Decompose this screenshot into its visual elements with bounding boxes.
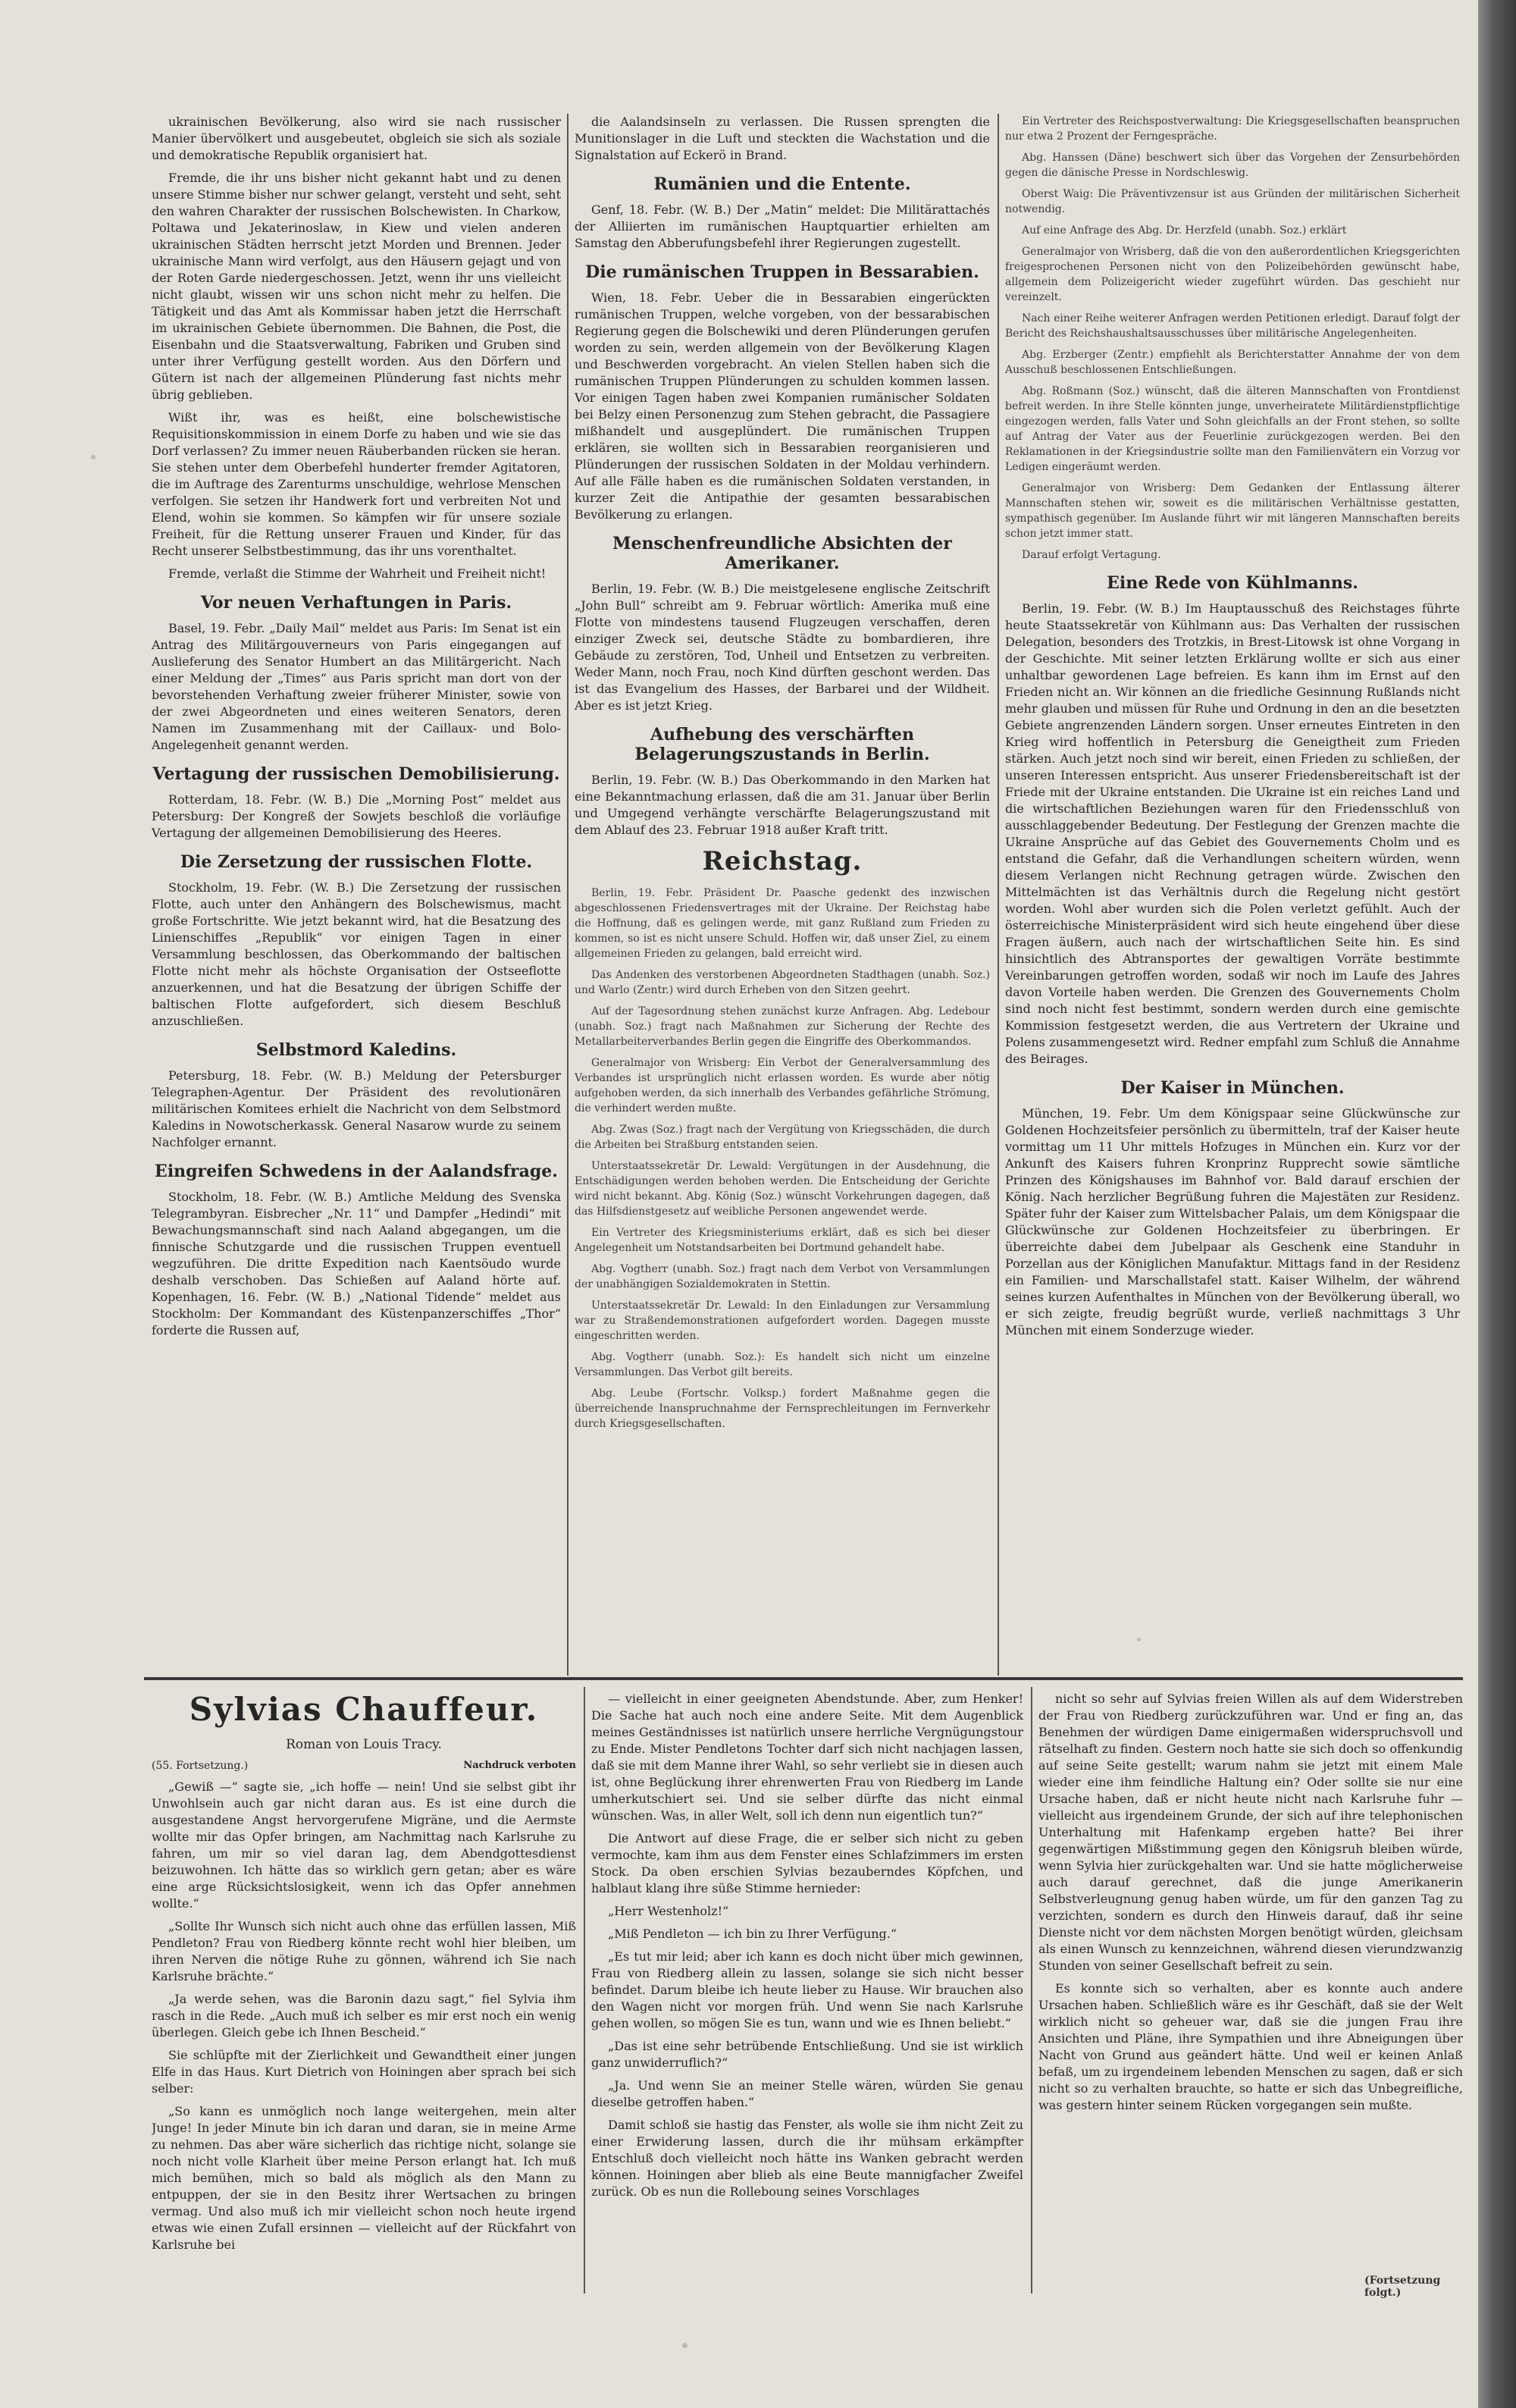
feuilleton-continuation-note	[152, 1757, 576, 1774]
headline-aaland: Eingreifen Schwedens in der Aalandsfrage.	[155, 1162, 558, 1181]
reichstag-cont-p3: Oberst Waig: Die Präventivzensur ist aus Gründen der militärischen Sicherheit notwendig.	[1005, 188, 1460, 215]
feuilleton-p14: nicht so sehr auf Sylvias freien Willen als auf dem Widerstreben der Frau von Riedberg zurückzuführen war. Und er fing an, das Benehmen der würdigen Dame einigermaßen widerspruchsvoll und rätselhaft zu finden. Gestern noch hatte sie sich doch so offenkundig auf seine Seite gestellt; warum nahm sie jetzt mit einem Male wieder eine ihm feindliche Haltung ein? Oder sollte sie nur eine Ursache haben, daß er nicht heute nicht nach Karlsruhe fuhr — vielleicht aus irgendeinem Grunde, der sich auf ihre telephonischen Unterhaltung mit Hafenkamp ergeben hatte? Bei ihrer gegenwärtigen Mißstimmung gegen den Königsruh bleiben würde, wenn Sylvia hier zurückgehalten war. Und sie hatte möglicherweise auch darauf gerechnet, daß die junge Amerikanerin Selbstverleugnung genug haben würde, um für den ganzen Tag zu verzichten, sondern es durch den Hinweis darauf, daß ihr seine Dienste nicht vor dem nächsten Morgen benötigt würden, gleichsam als einen Wunsch zu kennzeichnen, während diesen vierundzwanzig Stunden von seiner Gesellschaft befreit zu sein.	[1038, 1692, 1463, 1973]
article-aaland: Stockholm, 18. Febr. (W. B.) Amtliche Meldung des Svenska Telegrambyran. Eisbrecher „Nr. 11“ und Dampfer „Hedindi“ mit Bewachungsmannschaft sind nach Aaland abgegangen, um die finnische Schutzgarde und die russischen Truppen eventuell wegzuführen. Die dritte Expedition nach Kaentsöudo wurde deshalb verschoben. Das Schießen auf Aaland hörte auf. Kopenhagen, 16. Febr. (W. B.) „National Tidende“ meldet aus Stockholm: Der Kommandant des Küstenpanzerschiffes „Thor“ forderte die Russen auf,	[152, 1190, 561, 1337]
article-entente: Genf, 18. Febr. (W. B.) Der „Matin“ meldet: Die Militärattachés der Alliierten im rumänischen Hauptquartier erhielten am Samstag den Abberufungsbefehl ihrer Regierungen zugestellt.	[575, 202, 990, 250]
feuilleton-p4: Sie schlüpfte mit der Zierlichkeit und Gewandtheit einer jungen Elfe in das Haus. Kurt Dietrich von Hoiningen aber sprach bei sich selber:	[152, 2048, 576, 2096]
reichstag-p4: Generalmajor von Wrisberg: Ein Verbot der Generalversammlung des Verbandes ist ursprünglich nicht erlassen worden. Es wurde aber nötig aufgehoben werden, da sich innerhalb des Verbandes gefährliche Strömung, die verhindert werden mußte.	[575, 1057, 990, 1115]
ukraine-appeal-p3: Wißt ihr, was es heißt, eine bolschewistische Requisitionskommission in einem Dorfe zu haben und wie sie das Dorf verlassen? Zu immer neuen Räuberbanden rücken sie heran. Sie stehen unter dem Oberbefehl hunderter fremder Agitatoren, die im Auftrage des Zarenturms unschuldige, wehrlose Menschen verfolgen. Sie setzen ihr Handwerk fort und verbreiten Not und Elend, wohin sie kommen. So kämpfen wir für unsere soziale Freiheit, für die Rettung unserer Frauen und Kinder, für das Recht unserer Selbstbestimmung, das ihr uns vorenthaltet.	[152, 410, 561, 558]
ukraine-appeal-p1: ukrainischen Bevölkerung, also wird sie nach russischer Manier übervölkert und ausgebeutet, obgleich sie sich als soziale und demokratische Republik organisiert hat.	[152, 114, 561, 162]
reichstag-p6: Unterstaatssekretär Dr. Lewald: Vergütungen in der Ausdehnung, die Entschädigungen werden behoben werden. Die Entscheidung der Gerichte wird nicht bekannt. Abg. König (Soz.) wünscht Vorkehrungen dagegen, daß das Hilfsdienstgesetz auf weibliche Personen angewendet werde.	[575, 1160, 990, 1218]
paper-speck	[1137, 1638, 1141, 1641]
reichstag-cont-p8: Abg. Roßmann (Soz.) wünscht, daß die älteren Mannschaften von Frontdienst befreit werden. In ihre Stelle könnten junge, unverheiratete Militärdienstpflichtige eingezogen werden, falls Vater und Sohn gleichfalls an der Front stehen, so sollte auf Antrag der Vater aus der Feuerlinie zurückgezogen werden. Bei den Reklamationen in der Kriegsindustrie sollte man den Familienvätern ein Vorzug vor Ledigen eingeräumt werden.	[1005, 385, 1460, 473]
feuilleton-divider-2	[1031, 1687, 1032, 2294]
column-1	[152, 114, 561, 1660]
feuilleton-byline: Roman von Louis Tracy.	[286, 1737, 442, 1752]
headline-berlin: Aufhebung des verschärften Belagerungszustands in Berlin.	[634, 725, 930, 764]
feuilleton-divider-1	[584, 1687, 585, 2294]
paper-speck	[91, 455, 96, 459]
reichstag-p5: Abg. Zwas (Soz.) fragt nach der Vergütung von Kriegsschäden, die durch die Arbeiten bei Straßburg entstanden seien.	[575, 1124, 990, 1151]
headline-kuehlmann: Eine Rede von Kühlmanns.	[1107, 573, 1358, 593]
reichstag-p1: Berlin, 19. Febr. Präsident Dr. Paasche gedenkt des inzwischen abgeschlossenen Friedensvertrages mit der Ukraine. Der Reichstag habe die Hoffnung, daß es gelingen werde, mit ganz Rußland zum Frieden zu kommen, so ist es nicht unsere Schuld. Hoffen wir, daß unser Ziel, zu einem allgemeinen Frieden zu gelangen, bald erreicht wird.	[575, 887, 990, 960]
feuilleton-p8: „Herr Westenholz!“	[608, 1904, 729, 1918]
article-demob: Rotterdam, 18. Febr. (W. B.) Die „Morning Post“ meldet aus Petersburg: Der Kongreß der Sowjets beschloß die vorläufige Vertagung der allgemeinen Demobilisierung des Heeres.	[152, 792, 561, 840]
continuation-label: (55. Fortsetzung.)	[152, 1760, 249, 1772]
feuilleton-p6: — vielleicht in einer geeigneten Abendstunde. Aber, zum Henker! Die Sache hat auch noch eine andere Seite. Mit dem Augenblick meines Geständnisses ist natürlich unsere herrliche Vergnügungstour zu Ende. Mister Pendletons Tochter darf sich nicht nachjagen lassen, daß sie mit dem Manne ihrer Wahl, so sehr verliebt sie in diesen auch ist, ohne Beglückung ihrer ehrenwerten Frau von Riedberg im Lande umherkutschiert sei. Und sie selber dürfte das nicht einmal wünschen. Was, in aller Welt, soll ich denn nun eigentlich tun?“	[591, 1692, 1023, 1823]
article-bessarabien: Wien, 18. Febr. Ueber die in Bessarabien eingerückten rumänischen Truppen, welche vorgeben, von der bessarabischen Regierung gegen die Bolschewiki und deren Plünderungen gerufen worden zu sein, werden allgemein von der Bevölkerung Klagen und Beschwerden vorgebracht. An vielen Stellen haben sich die rumänischen Truppen Plünderungen zu schulden kommen lassen. Vor einigen Tagen haben zwei Kompanien rumänischer Soldaten bei Belzy einen Personenzug zum Stehen gebracht, die Passagiere mißhandelt und ausgeplündert. Die rumänischen Truppen erklären, sie wollten sich in Bessarabien reorganisieren und Plünderungen der russischen Soldaten in der Moldau verhindern. Auf alle Fälle haben es die rumänischen Soldaten verstanden, in kurzer Zeit die Antipathie der gesamten bessarabischen Bevölkerung zu erlangen.	[575, 290, 990, 522]
headline-bessarabien: Die rumänischen Truppen in Bessarabien.	[585, 262, 979, 282]
article-kuehlmann: Berlin, 19. Febr. (W. B.) Im Hauptausschuß des Reichstages führte heute Staatssekretär von Kühlmann aus: Das Verhalten der russischen Delegation, besonders des Trotzkis, in Brest-Litowsk ist ohne Vorgang in der Geschichte. Mit seiner letzten Erklärung wollte er sich aus einer unhaltbar gewordenen Lage befreien. Es kann ihm im Ernst auf den Frieden nicht an. Wir können an die friedliche Gesinnung Rußlands nicht mehr glauben und müssen für Ruhe und Ordnung in den an die besetzten Gebiete angrenzenden Ländern sorgen. Unser erneutes Eintreten in den Krieg wird hoffentlich in Petersburg die Geneigtheit zum Frieden stärken. Auch jetzt noch sind wir bereit, einen Frieden zu schließen, der unseren Interessen entspricht. Aus unserer Friedensbereitschaft ist der Friede mit der Ukraine entstanden. Die Ukraine ist ein reiches Land und die wirtschaftlichen Beziehungen waren für den Friedensschluß von ausschlaggebender Bedeutung. Der Festlegung der Grenzen machte die Ukraine Ansprüche auf das Gebiet des Gouvernements Cholm und es entstand die Gefahr, daß die Verhandlungen scheitern würden, wenn diesem Verlangen nicht Rechnung getragen würde. Zwischen den Mittelmächten ist das Verhältnis durch die Regelung nicht gestört worden. Wohl aber wurden sich die Polen verletzt gefühlt. Auch der österreichische Ministerpräsident wird sich heute eingehend über diese Fragen äußern, auch nach der wirtschaftlichen Seite hin. Es sind hinsichtlich des Abtransportes der gewaltigen Vorräte bestimmte Vereinbarungen getroffen worden, sodaß wir noch im Laufe des Jahres davon Vorteile haben werden. Die Grenzen des Gouvernements Cholm sind noch nicht fest bestimmt, sondern werden durch eine gemischte Kommission festgesetzt werden, die aus Vertretern der Ukraine und Polens zusammengesetzt wird. Redner empfahl zum Schluß die Annahme des Beirages.	[1005, 601, 1460, 1066]
headline-entente: Rumänien und die Entente.	[653, 174, 911, 194]
feuilleton-p12: „Ja. Und wenn Sie an meiner Stelle wären, würden Sie genau dieselbe getroffen haben.“	[591, 2078, 1023, 2109]
reichstag-p2: Das Andenken des verstorbenen Abgeordneten Stadthagen (unabh. Soz.) und Warlo (Zentr.) wird durch Erheben von den Sitzen geehrt.	[575, 969, 990, 996]
feuilleton-p1: „Gewiß —“ sagte sie, „ich hoffe — nein! Und sie selbst gibt ihr Unwohlsein auch gar nicht daran aus. Es ist eine durch die ausgestandene Angst hervorgerufene Migräne, und die Aermste wollte mir das Opfer bringen, am Nachmittag nach Karlsruhe zu fahren, um mir so viel daran lag, dem Abendgottesdienst beizuwohnen. Ich hätte das so wirklich gern getan; aber es wäre eine arge Rücksichtslosigkeit, wenn ich das Opfer annehmen wollte.“	[152, 1779, 576, 1911]
feuilleton-p2: „Sollte Ihr Wunsch sich nicht auch ohne das erfüllen lassen, Miß Pendleton? Frau von Riedberg könnte recht wohl hier bleiben, um ihren Nerven die nötige Ruhe zu gönnen, während ich Sie nach Karlsruhe brächte.“	[152, 1919, 576, 1983]
article-flotte: Stockholm, 19. Febr. (W. B.) Die Zersetzung der russischen Flotte, auch unter den Anhängern des Bolschewismus, macht große Fortschritte. Wie jetzt bekannt wird, hat die Besatzung des Linienschiffes „Republik“ vor einigen Tagen in einer Versammlung beschlossen, das Oberkommando der baltischen Flotte nicht mehr als höchste Organisation der Ostseeflotte anzuerkennen, und hat die Besatzung der übrigen Schiffe der baltischen Flotte aufgefordert, sich diesem Beschluß anzuschließen.	[152, 880, 561, 1028]
feuilleton-p13: Damit schloß sie hastig das Fenster, als wolle sie ihm nicht Zeit zu einer Erwiderung lassen, durch die ihr mühsam erkämpfter Entschluß doch vielleicht noch hätte ins Wanken gebracht werden können. Hoiningen aber blieb als eine Beute mannigfacher Zweifel zurück. Ob es nun die Rolleboung seines Vorschlages	[591, 2118, 1023, 2199]
ukraine-appeal-p4: Fremde, verlaßt die Stimme der Wahrheit und Freiheit nicht!	[168, 566, 547, 581]
headline-kaledin: Selbstmord Kaledins.	[255, 1040, 457, 1060]
page-edge-shadow	[1478, 0, 1516, 2408]
headline-paris: Vor neuen Verhaftungen in Paris.	[200, 593, 512, 613]
column-divider-2	[998, 114, 999, 1676]
headline-kaiser: Der Kaiser in München.	[1120, 1078, 1345, 1098]
reichstag-cont-p7: Abg. Erzberger (Zentr.) empfiehlt als Berichterstatter Annahme der von dem Ausschuß beschlossenen Entschließungen.	[1005, 349, 1460, 376]
feuilleton-column-2	[591, 1691, 1023, 2282]
ukraine-appeal-p2: Fremde, die ihr uns bisher nicht gekannt habt und zu denen unsere Stimme bisher nur schwer gelangt, versteht und seht, seht den wahren Charakter der russischen Bolschewisten. In Charkow, Poltawa und Jekaterinoslaw, in Kiew und vielen anderen ukrainischen Städten herrscht jetzt Morden und Brennen. Jeder ukrainische Mann wird verfolgt, aus den Häusern gejagt und von der Roten Garde niedergeschossen. Jetzt, wenn ihr uns vielleicht nicht glaubt, wissen wir uns schon nicht mehr zu helfen. Die Tätigkeit und das Amt als Kommissar haben jetzt die Herrschaft im ukrainischen Gebiete übernommen. Die Bahnen, die Post, die Eisenbahn und die Staatsverwaltung, Fabriken und Gruben sind unter ihrer Verfügung gestellt worden. Aus den Dörfern und Gütern ist nach der allgemeinen Plünderung fast nichts mehr übrig geblieben.	[152, 171, 561, 402]
reichstag-p7: Ein Vertreter des Kriegsministeriums erklärt, daß es sich bei dieser Angelegenheit um Notstandsarbeiten bei Dortmund gehandelt habe.	[575, 1227, 990, 1254]
headline-demob: Vertagung der russischen Demobilisierung.	[152, 764, 560, 784]
reichstag-cont-p1: Ein Vertreter des Reichspostverwaltung: Die Kriegsgesellschaften beanspruchen nur etwa 2 Prozent der Ferngespräche.	[1005, 115, 1460, 143]
continued-note: (Fortsetzung folgt.)	[1364, 2275, 1441, 2299]
paper-speck	[682, 2343, 688, 2348]
reichstag-p10: Abg. Vogtherr (unabh. Soz.): Es handelt sich nicht um einzelne Versammlungen. Das Verbot gilt bereits.	[575, 1351, 990, 1378]
feuilleton-p15: Es konnte sich so verhalten, aber es konnte auch andere Ursachen haben. Schließlich wäre es ihr Geschäft, daß sie der Welt wirklich nicht so geheuer war, daß sie die jungen Frau ihre Ansichten und Pläne, ihre Sympathien und ihre Abneigungen über Nacht von Grund aus geändert hätte. Und weil er keinen Anlaß befaß, um zu irgendeinem lebenden Menschen zu sagen, daß er sich nicht so zu verhalten brauchte, so hatte er sich das Unbegreifliche, was gestern hinter seinem Rücken vorgegangen sein mußte.	[1038, 1981, 1463, 2112]
reichstag-p9: Unterstaatssekretär Dr. Lewald: In den Einladungen zur Versammlung war zu Straßendemonstrationen aufgefordert worden. Dagegen musste eingeschritten werden.	[575, 1300, 990, 1342]
reichstag-p11: Abg. Leube (Fortschr. Volksp.) fordert Maßnahme gegen die überreichende Inanspruchnahme der Fernsprechleitungen im Fernverkehr durch Kriegsgesellschaften.	[575, 1387, 990, 1430]
reichstag-p8: Abg. Vogtherr (unabh. Soz.) fragt nach dem Verbot von Versammlungen der unabhängigen Sozialdemokraten in Stettin.	[575, 1263, 990, 1290]
reichstag-cont-p5: Generalmajor von Wrisberg, daß die von den außerordentlichen Kriegsgerichten freigesprochenen Personen nicht von den Polizeibehörden gewünscht habe, allgemein dem Polizeigericht wieder zugeführt würden. Das geschieht nur vereinzelt.	[1005, 246, 1460, 303]
column-divider-1	[567, 114, 568, 1676]
article-kaiser: München, 19. Febr. Um dem Königspaar seine Glückwünsche zur Goldenen Hochzeitsfeier persönlich zu übermitteln, traf der Kaiser heute vormittag um 11 Uhr mittels Hofzuges in München ein. Kurz vor der Ankunft des Kaisers fuhren Kronprinz Rupprecht sowie sämtliche Prinzen des Königshauses im Bahnhof vor. Bald darauf erschien der König. Nach herzlicher Begrüßung fuhren die Majestäten zur Residenz. Später fuhr der Kaiser zum Wittelsbacher Palais, um dem Königspaar die Glückwünsche zur Goldenen Hochzeitsfeier zu überbringen. Er überreichte dabei dem Jubelpaar als Geschenk eine Standuhr in Porzellan aus der Königlichen Manufaktur. Mittags fand in der Residenz ein Familien- und Marschallstafel statt. Kaiser Wilhelm, der während seines kurzen Aufenthaltes in München von der Bevölkerung überall, wo er sich zeigte, freudig begrüßt wurde, verließ nachmittags 3 Uhr München mit einem Sonderzuge wieder.	[1005, 1106, 1460, 1337]
feuilleton-p7: Die Antwort auf diese Frage, die er selber sich nicht zu geben vermochte, kam ihm aus dem Fenster eines Schlafzimmers im ersten Stock. Da oben erschien Sylvias bezauberndes Köpfchen, und halblaut klang ihre süße Stimme hernieder:	[591, 1831, 1023, 1895]
headline-reichstag: Reichstag.	[702, 846, 863, 876]
feuilleton-p11: „Das ist eine sehr betrübende Entschließung. Und sie ist wirklich ganz unwiderruflich?“	[591, 2039, 1023, 2070]
reichstag-cont-p9: Generalmajor von Wrisberg: Dem Gedanken der Entlassung älterer Mannschaften stehen wir, soweit es die militärischen Verhältnisse gestatten, sympathisch gegenüber. Im Auslande führt wir mit längeren Mannschaften bereits schon jetzt immer statt.	[1005, 482, 1460, 540]
feuilleton-p10: „Es tut mir leid; aber ich kann es doch nicht über mich gewinnen, Frau von Riedberg allein zu lassen, solange sie sich nicht besser befindet. Darum bleibe ich heute lieber zu Hause. Wir brauchen also den Wagen nicht vor morgen früh. Und wenn Sie nach Karlsruhe gehen wollen, so mögen Sie es tun, wann und wie es Ihnen beliebt.“	[591, 1949, 1023, 2030]
article-kaledin: Petersburg, 18. Febr. (W. B.) Meldung der Petersburger Telegraphen-Agentur. Der Präsident des revolutionären militärischen Komitees erhielt die Nachricht von dem Selbstmord Kaledins in Nowotscherkassk. General Nasarow wurde zu seinem Nachfolger ernannt.	[152, 1068, 561, 1149]
column-3	[1005, 114, 1460, 1660]
headline-amerikaner: Menschenfreundliche Absichten der Amerikaner.	[612, 534, 952, 573]
reichstag-cont-p4: Auf eine Anfrage des Abg. Dr. Herzfeld (unabh. Soz.) erklärt	[1022, 224, 1347, 237]
article-aaland-cont: die Aalandsinseln zu verlassen. Die Russen sprengten die Munitionslager in die Luft und steckten die Wachstation und die Signalstation auf Eckerö in Brand.	[575, 114, 990, 162]
feuilleton-column-3	[1038, 1691, 1463, 2282]
column-2	[575, 114, 990, 1660]
reichstag-p3: Auf der Tagesordnung stehen zunächst kurze Anfragen. Abg. Ledebour (unabh. Soz.) fragt nach Maßnahmen zur Sicherung der Rechte des Metallarbeiterverbandes Berlin gegen die Eingriffe des Oberkommandos.	[575, 1005, 990, 1048]
article-paris: Basel, 19. Febr. „Daily Mail“ meldet aus Paris: Im Senat ist ein Antrag des Militärgouverneurs von Paris eingegangen auf Auslieferung des Senator Humbert an das Militärgericht. Nach einer Meldung der „Times“ aus Paris spricht man dort von der bevorstehenden Verhaftung zweier früherer Minister, sowie von der zwei Abgeordneten und eines weiteren Senators, deren Namen im Zusammenhang mit der Caillaux- und Bolo-Angelegenheit genannt werden.	[152, 621, 561, 752]
headline-flotte: Die Zersetzung der russischen Flotte.	[180, 852, 533, 872]
reichstag-cont-p2: Abg. Hanssen (Däne) beschwert sich über das Vorgehen der Zensurbehörden gegen die dänische Presse in Nordschleswig.	[1005, 152, 1460, 179]
article-berlin: Berlin, 19. Febr. (W. B.) Das Oberkommando in den Marken hat eine Bekanntmachung erlassen, daß die am 31. Januar über Berlin und Umgegend verhängte verschärfte Belagerungszustand mit dem Ablauf des 23. Februar 1918 außer Kraft tritt.	[575, 773, 990, 837]
rights-note: Nachdruck verboten	[463, 1760, 576, 1771]
feuilleton-title: Sylvias Chauffeur.	[189, 1691, 539, 1728]
feuilleton-separator	[144, 1677, 1463, 1680]
reichstag-cont-p10: Darauf erfolgt Vertagung.	[1022, 549, 1161, 561]
feuilleton-column-1	[152, 1691, 576, 2282]
feuilleton-p5: „So kann es unmöglich noch lange weitergehen, mein alter Junge! In jeder Minute bin ich daran und daran, sie in meine Arme zu nehmen. Das aber wäre sicherlich das richtige nicht, solange sie noch nicht volle Klarheit über meine Person erlangt hat. Ich muß mich bemühen, mich so bald als möglich als den Mann zu entpuppen, der sie in den Besitz ihrer Wertsachen zu bringen vermag. Und also muß ich mir vielleicht schon noch heute irgend etwas wie einen Zufall ersinnen — vielleicht auf der Rückfahrt von Karlsruhe bei	[152, 2104, 576, 2252]
article-amerikaner: Berlin, 19. Febr. (W. B.) Die meistgelesene englische Zeitschrift „John Bull“ schreibt am 9. Februar wörtlich: Amerika muß eine Flotte von mindestens tausend Flugzeugen verschaffen, deren einziger Zweck sei, deutsche Städte zu bombardieren, ihre Gebäude zu zerstören, Tod, Unheil und Entsetzen zu verbreiten. Weder Mann, noch Frau, noch Kind dürften geschont werden. Das ist das Evangelium des Hasses, der Barbarei und der Wildheit. Aber es ist jetzt Krieg.	[575, 582, 990, 713]
reichstag-cont-p6: Nach einer Reihe weiterer Anfragen werden Petitionen erledigt. Darauf folgt der Bericht des Reichshaushaltsausschusses über militärische Angelegenheiten.	[1005, 312, 1460, 340]
feuilleton-p9: „Miß Pendleton — ich bin zu Ihrer Verfügung.“	[608, 1927, 897, 1941]
feuilleton-p3: „Ja werde sehen, was die Baronin dazu sagt,“ fiel Sylvia ihm rasch in die Rede. „Auch muß ich selber es mir erst noch ein wenig überlegen. Gleich gebe ich Ihnen Bescheid.“	[152, 1992, 576, 2040]
